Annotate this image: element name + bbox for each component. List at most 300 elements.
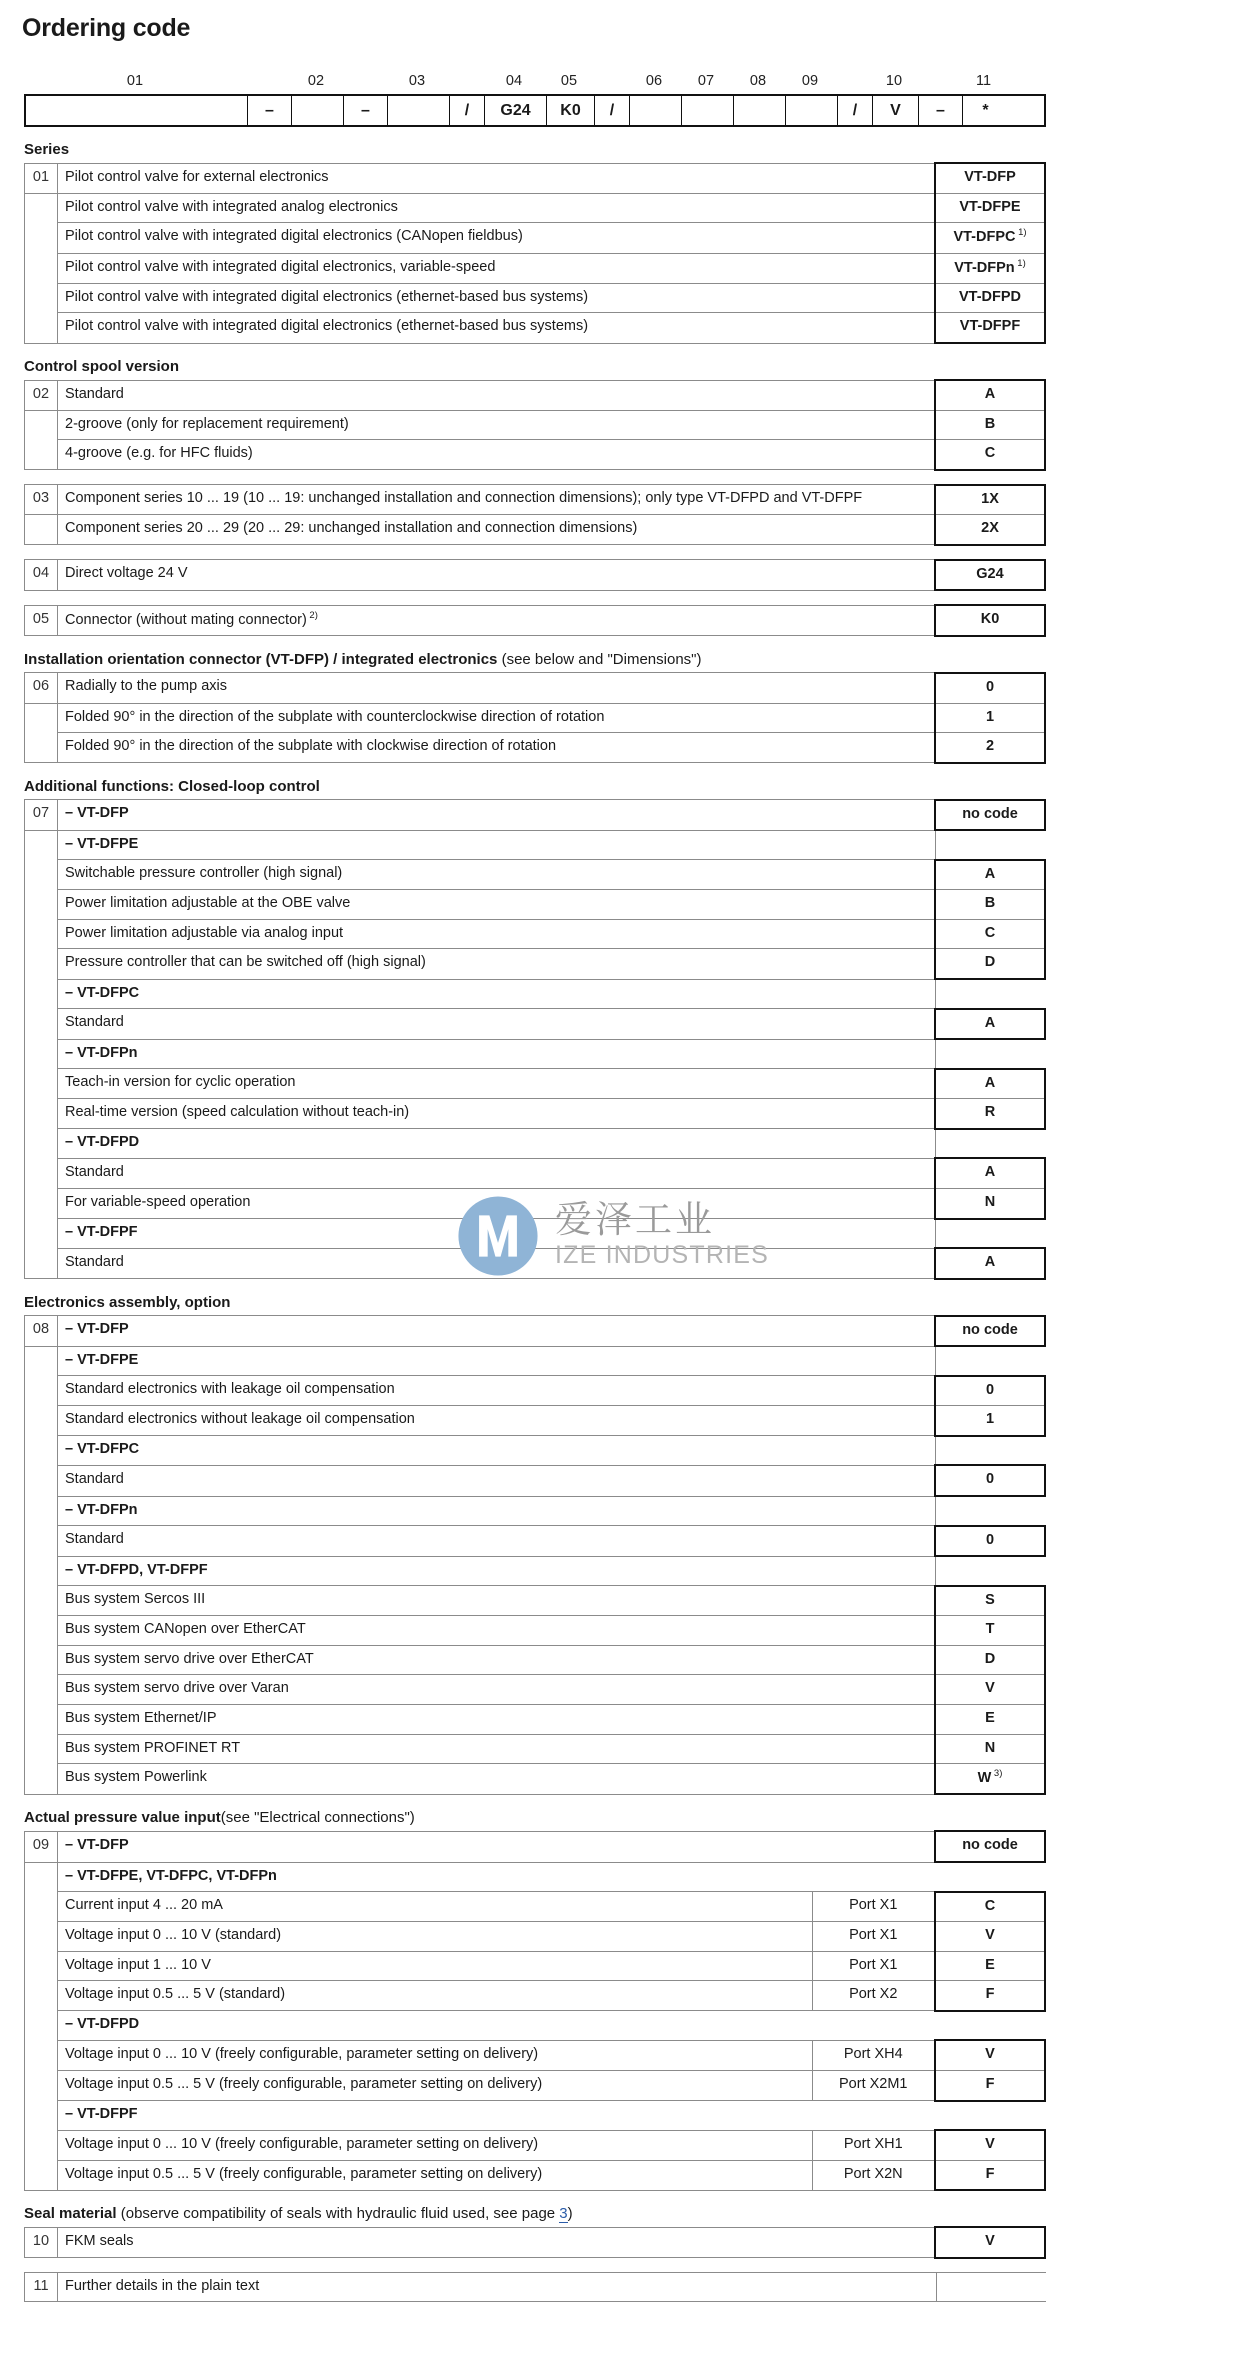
option-code: 1 xyxy=(935,1406,1045,1436)
table-row xyxy=(25,1436,1046,1466)
option-port xyxy=(812,2101,935,2131)
option-code: 0 xyxy=(935,1376,1045,1406)
position-index: 04 xyxy=(25,560,58,591)
option-port: Port X1 xyxy=(812,1951,935,1981)
section-heading xyxy=(24,358,1236,375)
option-code: 1X xyxy=(935,485,1045,515)
position-index-empty xyxy=(25,733,58,763)
option-description: Voltage input 0 ... 10 V (standard) xyxy=(58,1922,813,1952)
table-row xyxy=(25,1734,1046,1764)
position-index: 11 xyxy=(25,2272,58,2302)
section-heading-text: Installation orientation connector (VT-DFP) / integrated electronics xyxy=(24,650,498,668)
option-description: Bus system servo drive over EtherCAT xyxy=(58,1645,936,1675)
option-description: Pilot control valve with integrated digital electronics (CANopen fieldbus) xyxy=(58,223,936,253)
ordering-option-table xyxy=(24,799,1046,1280)
option-description: Pilot control valve for external electronics xyxy=(58,163,936,193)
position-index-empty xyxy=(25,1526,58,1557)
table-row xyxy=(25,1675,1046,1705)
ordering-code-cell: – xyxy=(919,96,963,125)
ordering-option-table xyxy=(24,162,1046,344)
option-code: VT-DFP xyxy=(935,163,1045,193)
option-code: 0 xyxy=(935,1465,1045,1496)
option-description: – VT-DFPD xyxy=(58,2011,813,2041)
position-index-empty xyxy=(25,1556,58,1586)
ordering-option-table xyxy=(24,379,1046,471)
position-index-empty xyxy=(25,1764,58,1795)
table-row xyxy=(25,410,1046,440)
table-row xyxy=(25,605,1046,636)
table-row xyxy=(25,1764,1046,1795)
option-description: – VT-DFPC xyxy=(58,1436,936,1466)
option-code: D xyxy=(935,1645,1045,1675)
option-code: VT-DFPn $^{1)}$ xyxy=(935,253,1045,283)
option-description: Bus system Sercos III xyxy=(58,1586,936,1616)
table-row xyxy=(25,1069,1046,1099)
position-index-empty xyxy=(25,223,58,253)
position-index-empty xyxy=(25,890,58,920)
option-code xyxy=(935,1496,1045,1526)
position-index-empty xyxy=(25,1039,58,1069)
option-description: Teach-in version for cyclic operation xyxy=(58,1069,936,1099)
ordering-code-cell xyxy=(734,96,786,125)
position-index: 07 xyxy=(25,800,58,831)
option-description: Pilot control valve with integrated digital electronics, variable-speed xyxy=(58,253,936,283)
position-index-empty xyxy=(25,1951,58,1981)
position-index-empty xyxy=(25,1675,58,1705)
position-index-empty xyxy=(25,1734,58,1764)
option-code: V xyxy=(935,2040,1045,2070)
table-row xyxy=(25,1188,1046,1218)
section-heading xyxy=(24,1294,1236,1311)
table-row xyxy=(25,703,1046,733)
option-description: 2-groove (only for replacement requirement) xyxy=(58,410,936,440)
ordering-code-cell: / xyxy=(450,96,485,125)
table-row xyxy=(25,1586,1046,1616)
option-description: Bus system Powerlink xyxy=(58,1764,936,1795)
position-index-empty xyxy=(25,1376,58,1406)
position-index-empty xyxy=(25,1406,58,1436)
table-row xyxy=(25,1526,1046,1557)
option-code: A xyxy=(935,380,1045,410)
ordering-code-sections xyxy=(12,141,1236,2302)
table-row xyxy=(25,1039,1046,1069)
table-row xyxy=(25,440,1046,470)
option-code xyxy=(935,1862,1045,1892)
ordering-code-cell xyxy=(786,96,838,125)
option-description: Bus system Ethernet/IP xyxy=(58,1704,936,1734)
table-row xyxy=(25,1346,1046,1376)
ordering-option-table xyxy=(24,604,1046,637)
option-description: Folded 90° in the direction of the subplate with clockwise direction of rotation xyxy=(58,733,936,763)
table-row xyxy=(25,223,1046,253)
ordering-code-numbers xyxy=(24,69,1046,89)
option-code: A xyxy=(935,1158,1045,1188)
position-index-empty xyxy=(25,253,58,283)
option-code: VT-DFPE xyxy=(935,193,1045,223)
table-row xyxy=(25,2070,1046,2100)
option-description: Pilot control valve with integrated digital electronics (ethernet-based bus systems) xyxy=(58,313,936,343)
option-code xyxy=(935,1039,1045,1069)
option-code: A xyxy=(935,860,1045,890)
option-code: T xyxy=(935,1616,1045,1646)
option-code xyxy=(935,1346,1045,1376)
option-description: Standard xyxy=(58,1009,936,1040)
option-port: Port X1 xyxy=(812,1922,935,1952)
option-port: Port X2N xyxy=(812,2160,935,2190)
option-description: Radially to the pump axis xyxy=(58,673,936,703)
option-code: A xyxy=(935,1069,1045,1099)
table-row xyxy=(25,830,1046,860)
position-index-empty xyxy=(25,2160,58,2190)
option-code: 2 xyxy=(935,733,1045,763)
option-code: V xyxy=(935,2227,1045,2258)
ordering-option-table xyxy=(24,2272,1046,2303)
option-code: VT-DFPF xyxy=(935,313,1045,343)
section-heading-note: (see "Electrical connections") xyxy=(220,1809,415,1827)
ordering-option-table xyxy=(24,1830,1046,2191)
option-description: – VT-DFPE xyxy=(58,830,936,860)
option-code: A xyxy=(935,1009,1045,1040)
footnote-marker: 1) xyxy=(1014,257,1026,269)
option-description: Standard xyxy=(58,380,936,410)
option-code xyxy=(936,2272,1046,2302)
table-row xyxy=(25,1406,1046,1436)
option-code: G24 xyxy=(935,560,1045,591)
table-row xyxy=(25,1316,1046,1347)
ordering-option-table xyxy=(24,1315,1046,1796)
option-description: Pressure controller that can be switched off (high signal) xyxy=(58,949,936,979)
position-index-empty xyxy=(25,2011,58,2041)
option-code: C xyxy=(935,440,1045,470)
position-index-empty xyxy=(25,1009,58,1040)
ordering-code-cell: – xyxy=(344,96,388,125)
option-code: R xyxy=(935,1099,1045,1129)
option-code xyxy=(935,1129,1045,1159)
position-index-empty xyxy=(25,1645,58,1675)
ordering-code-boxes xyxy=(24,94,1046,127)
option-code: 1 xyxy=(935,703,1045,733)
option-description: Power limitation adjustable at the OBE valve xyxy=(58,890,936,920)
position-index-empty xyxy=(25,1616,58,1646)
ordering-code-position-label: 04 xyxy=(505,73,523,89)
option-description: Power limitation adjustable via analog input xyxy=(58,919,936,949)
option-code: D xyxy=(935,949,1045,979)
option-description: Bus system CANopen over EtherCAT xyxy=(58,1616,936,1646)
option-code: V xyxy=(935,1675,1045,1705)
table-row xyxy=(25,1922,1046,1952)
option-description: – VT-DFPE, VT-DFPC, VT-DFPn xyxy=(58,1862,813,1892)
page-reference-link[interactable]: 3 xyxy=(559,2205,568,2223)
option-description: – VT-DFP xyxy=(58,800,936,831)
section-heading-text: Additional functions: Closed-loop control xyxy=(24,777,320,795)
section-spacer xyxy=(12,591,1236,604)
option-description: Voltage input 0.5 ... 5 V (freely configurable, parameter setting on delivery) xyxy=(58,2160,813,2190)
footnote-marker: 3) xyxy=(991,1768,1003,1780)
position-index-empty xyxy=(25,919,58,949)
option-code: F xyxy=(935,1981,1045,2011)
section-heading xyxy=(24,2205,1236,2222)
position-index-empty xyxy=(25,515,58,545)
option-description: Component series 20 ... 29 (20 ... 29: unchanged installation and connection dimensions) xyxy=(58,515,936,545)
position-index-empty xyxy=(25,2040,58,2070)
table-row xyxy=(25,860,1046,890)
page-title: Ordering code xyxy=(22,14,191,42)
option-port xyxy=(812,2011,935,2041)
position-index-empty xyxy=(25,1099,58,1129)
table-row xyxy=(25,2011,1046,2041)
section-heading xyxy=(24,778,1236,795)
position-index-empty xyxy=(25,1981,58,2011)
option-code: C xyxy=(935,1892,1045,1922)
table-row xyxy=(25,1645,1046,1675)
option-description: – VT-DFP xyxy=(58,1831,813,1862)
position-index: 01 xyxy=(25,163,58,193)
position-index-empty xyxy=(25,1586,58,1616)
position-index-empty xyxy=(25,1129,58,1159)
table-row xyxy=(25,1248,1046,1279)
position-index-empty xyxy=(25,979,58,1009)
position-index-empty xyxy=(25,1188,58,1218)
table-row xyxy=(25,515,1046,545)
position-index-empty xyxy=(25,2101,58,2131)
option-code: A xyxy=(935,1248,1045,1279)
table-row xyxy=(25,1099,1046,1129)
option-description: Voltage input 0 ... 10 V (freely configurable, parameter setting on delivery) xyxy=(58,2040,813,2070)
option-description: For variable-speed operation xyxy=(58,1188,936,1218)
option-description: Folded 90° in the direction of the subplate with counterclockwise direction of rotation xyxy=(58,703,936,733)
option-code: B xyxy=(935,890,1045,920)
position-index-empty xyxy=(25,2070,58,2100)
table-row xyxy=(25,800,1046,831)
option-description: Direct voltage 24 V xyxy=(58,560,936,591)
section-spacer xyxy=(12,546,1236,559)
ordering-code-cell: / xyxy=(595,96,630,125)
ordering-code-position-label: 02 xyxy=(307,73,325,89)
option-code: B xyxy=(935,410,1045,440)
ordering-code-cell xyxy=(26,96,248,125)
table-row xyxy=(25,1465,1046,1496)
option-description: Bus system servo drive over Varan xyxy=(58,1675,936,1705)
table-row xyxy=(25,1219,1046,1249)
ordering-code-cell: * xyxy=(982,101,989,119)
option-description: – VT-DFP xyxy=(58,1316,936,1347)
ordering-code-cell xyxy=(630,96,682,125)
option-code: VT-DFPD xyxy=(935,283,1045,313)
watermark-chinese: 爱泽工业 xyxy=(555,1198,715,1242)
position-index-empty xyxy=(25,1862,58,1892)
ordering-code-position-label: 09 xyxy=(801,73,819,89)
table-row xyxy=(25,2272,1047,2302)
option-code: V xyxy=(935,1922,1045,1952)
table-row xyxy=(25,890,1046,920)
position-index: 06 xyxy=(25,673,58,703)
position-index-empty xyxy=(25,193,58,223)
option-description: Voltage input 0.5 ... 5 V (freely configurable, parameter setting on delivery) xyxy=(58,2070,813,2100)
ordering-code-cell: G24 xyxy=(485,96,547,125)
table-row xyxy=(25,2101,1046,2131)
option-description: Real-time version (speed calculation without teach-in) xyxy=(58,1099,936,1129)
section-heading-text: Seal material xyxy=(24,2205,117,2223)
option-description: Standard electronics with leakage oil compensation xyxy=(58,1376,936,1406)
option-code: N xyxy=(935,1734,1045,1764)
option-description: – VT-DFPn xyxy=(58,1496,936,1526)
section-heading xyxy=(24,651,1236,668)
option-description: – VT-DFPn xyxy=(58,1039,936,1069)
ordering-code-cell: K0 xyxy=(547,96,595,125)
option-description: Pilot control valve with integrated digital electronics (ethernet-based bus systems) xyxy=(58,283,936,313)
option-port: Port XH4 xyxy=(812,2040,935,2070)
option-description: Component series 10 ... 19 (10 ... 19: unchanged installation and connection dimensions); only type VT-DFPD and VT-DFPF xyxy=(58,485,936,515)
table-row xyxy=(25,1616,1046,1646)
option-description: Standard xyxy=(58,1248,936,1279)
footnote-marker: 2) xyxy=(306,609,318,621)
table-row xyxy=(25,253,1046,283)
table-row xyxy=(25,919,1046,949)
table-row xyxy=(25,2160,1046,2190)
option-code: no code xyxy=(935,1831,1045,1862)
position-index-empty xyxy=(25,313,58,343)
option-description: – VT-DFPD, VT-DFPF xyxy=(58,1556,936,1586)
ordering-code-cell: V xyxy=(873,96,919,125)
position-index-empty xyxy=(25,1496,58,1526)
option-description: Standard xyxy=(58,1158,936,1188)
option-port xyxy=(812,1862,935,1892)
ordering-code-cell: / xyxy=(838,96,873,125)
option-description: – VT-DFPC xyxy=(58,979,936,1009)
position-index-empty xyxy=(25,1346,58,1376)
option-code: VT-DFPC $^{1)}$ xyxy=(935,223,1045,253)
table-row xyxy=(25,1981,1046,2011)
option-description: Voltage input 0.5 ... 5 V (standard) xyxy=(58,1981,813,2011)
table-row xyxy=(25,1951,1046,1981)
position-index-empty xyxy=(25,1158,58,1188)
ordering-option-table xyxy=(24,2226,1046,2259)
position-index-empty xyxy=(25,830,58,860)
table-row xyxy=(25,1831,1046,1862)
option-description: Standard electronics without leakage oil compensation xyxy=(58,1406,936,1436)
option-description: Pilot control valve with integrated analog electronics xyxy=(58,193,936,223)
position-index-empty xyxy=(25,1465,58,1496)
ordering-code-position-label: 07 xyxy=(697,73,715,89)
table-row xyxy=(25,193,1046,223)
option-description: Connector (without mating connector) $^{2)}$ xyxy=(58,605,936,636)
ordering-option-table xyxy=(24,559,1046,592)
table-row xyxy=(25,1376,1046,1406)
option-port: Port XH1 xyxy=(812,2130,935,2160)
section-heading-note: (observe compatibility of seals with hydraulic fluid used, see page 3) xyxy=(116,2205,573,2223)
section-spacer xyxy=(12,471,1236,484)
ordering-code-position-label: 06 xyxy=(645,73,663,89)
option-code: E xyxy=(935,1951,1045,1981)
option-description: – VT-DFPD xyxy=(58,1129,936,1159)
option-port: Port X2M1 xyxy=(812,2070,935,2100)
table-row xyxy=(25,485,1046,515)
section-spacer xyxy=(12,2259,1236,2272)
ordering-code-position-label: 05 xyxy=(560,73,578,89)
table-row xyxy=(25,1496,1046,1526)
option-code: 0 xyxy=(935,673,1045,703)
option-code: F xyxy=(935,2070,1045,2100)
position-index-empty xyxy=(25,1892,58,1922)
section-heading-text: Control spool version xyxy=(24,358,180,376)
position-index-empty xyxy=(25,703,58,733)
option-description: – VT-DFPE xyxy=(58,1346,936,1376)
option-description: FKM seals xyxy=(58,2227,936,2258)
option-code: N xyxy=(935,1188,1045,1218)
option-description: Further details in the plain text xyxy=(58,2272,937,2302)
position-index: 08 xyxy=(25,1316,58,1347)
position-index-empty xyxy=(25,1922,58,1952)
option-code: C xyxy=(935,919,1045,949)
position-index-empty xyxy=(25,2130,58,2160)
section-heading xyxy=(24,141,1236,158)
option-code: E xyxy=(935,1704,1045,1734)
option-code: V xyxy=(935,2130,1045,2160)
option-description: Switchable pressure controller (high signal) xyxy=(58,860,936,890)
table-row xyxy=(25,733,1046,763)
option-code: 0 xyxy=(935,1526,1045,1557)
position-index-empty xyxy=(25,440,58,470)
position-index-empty xyxy=(25,410,58,440)
table-row xyxy=(25,163,1046,193)
option-description: 4-groove (e.g. for HFC fluids) xyxy=(58,440,936,470)
option-code: no code xyxy=(935,1316,1045,1347)
section-heading-text: Electronics assembly, option xyxy=(24,1293,231,1311)
table-row xyxy=(25,380,1046,410)
option-code xyxy=(935,1219,1045,1249)
table-row xyxy=(25,979,1046,1009)
option-code: S xyxy=(935,1586,1045,1616)
option-description: Standard xyxy=(58,1465,936,1496)
ordering-code-cell xyxy=(682,96,734,125)
option-code: no code xyxy=(935,800,1045,831)
table-row xyxy=(25,2130,1046,2160)
option-code: F xyxy=(935,2160,1045,2190)
option-port xyxy=(812,1831,935,1862)
ordering-option-table xyxy=(24,484,1046,546)
table-row xyxy=(25,949,1046,979)
option-description: Voltage input 0 ... 10 V (freely configurable, parameter setting on delivery) xyxy=(58,2130,813,2160)
option-code: K0 xyxy=(935,605,1045,636)
position-index: 03 xyxy=(25,485,58,515)
option-description: Voltage input 1 ... 10 V xyxy=(58,1951,813,1981)
table-row xyxy=(25,1158,1046,1188)
option-code: W $^{3)}$ xyxy=(935,1764,1045,1795)
table-row xyxy=(25,2227,1046,2258)
table-row xyxy=(25,2040,1046,2070)
position-index-empty xyxy=(25,283,58,313)
option-port: Port X1 xyxy=(812,1892,935,1922)
position-index: 09 xyxy=(25,1831,58,1862)
option-description: Standard xyxy=(58,1526,936,1557)
ordering-code-strip xyxy=(24,69,1046,127)
table-row xyxy=(25,1862,1046,1892)
ordering-code-position-label: 03 xyxy=(408,73,426,89)
position-index-empty xyxy=(25,1219,58,1249)
footnote-marker: 1) xyxy=(1015,227,1027,239)
option-code: 2X xyxy=(935,515,1045,545)
ordering-code-position-label: 01 xyxy=(126,73,144,89)
position-index: 02 xyxy=(25,380,58,410)
table-row xyxy=(25,283,1046,313)
option-code xyxy=(935,1556,1045,1586)
option-port: Port X2 xyxy=(812,1981,935,2011)
option-description: – VT-DFPF xyxy=(58,1219,936,1249)
ordering-code-position-label: 10 xyxy=(885,73,903,89)
option-description: Bus system PROFINET RT xyxy=(58,1734,936,1764)
table-row xyxy=(25,1704,1046,1734)
section-heading xyxy=(24,1809,1236,1826)
